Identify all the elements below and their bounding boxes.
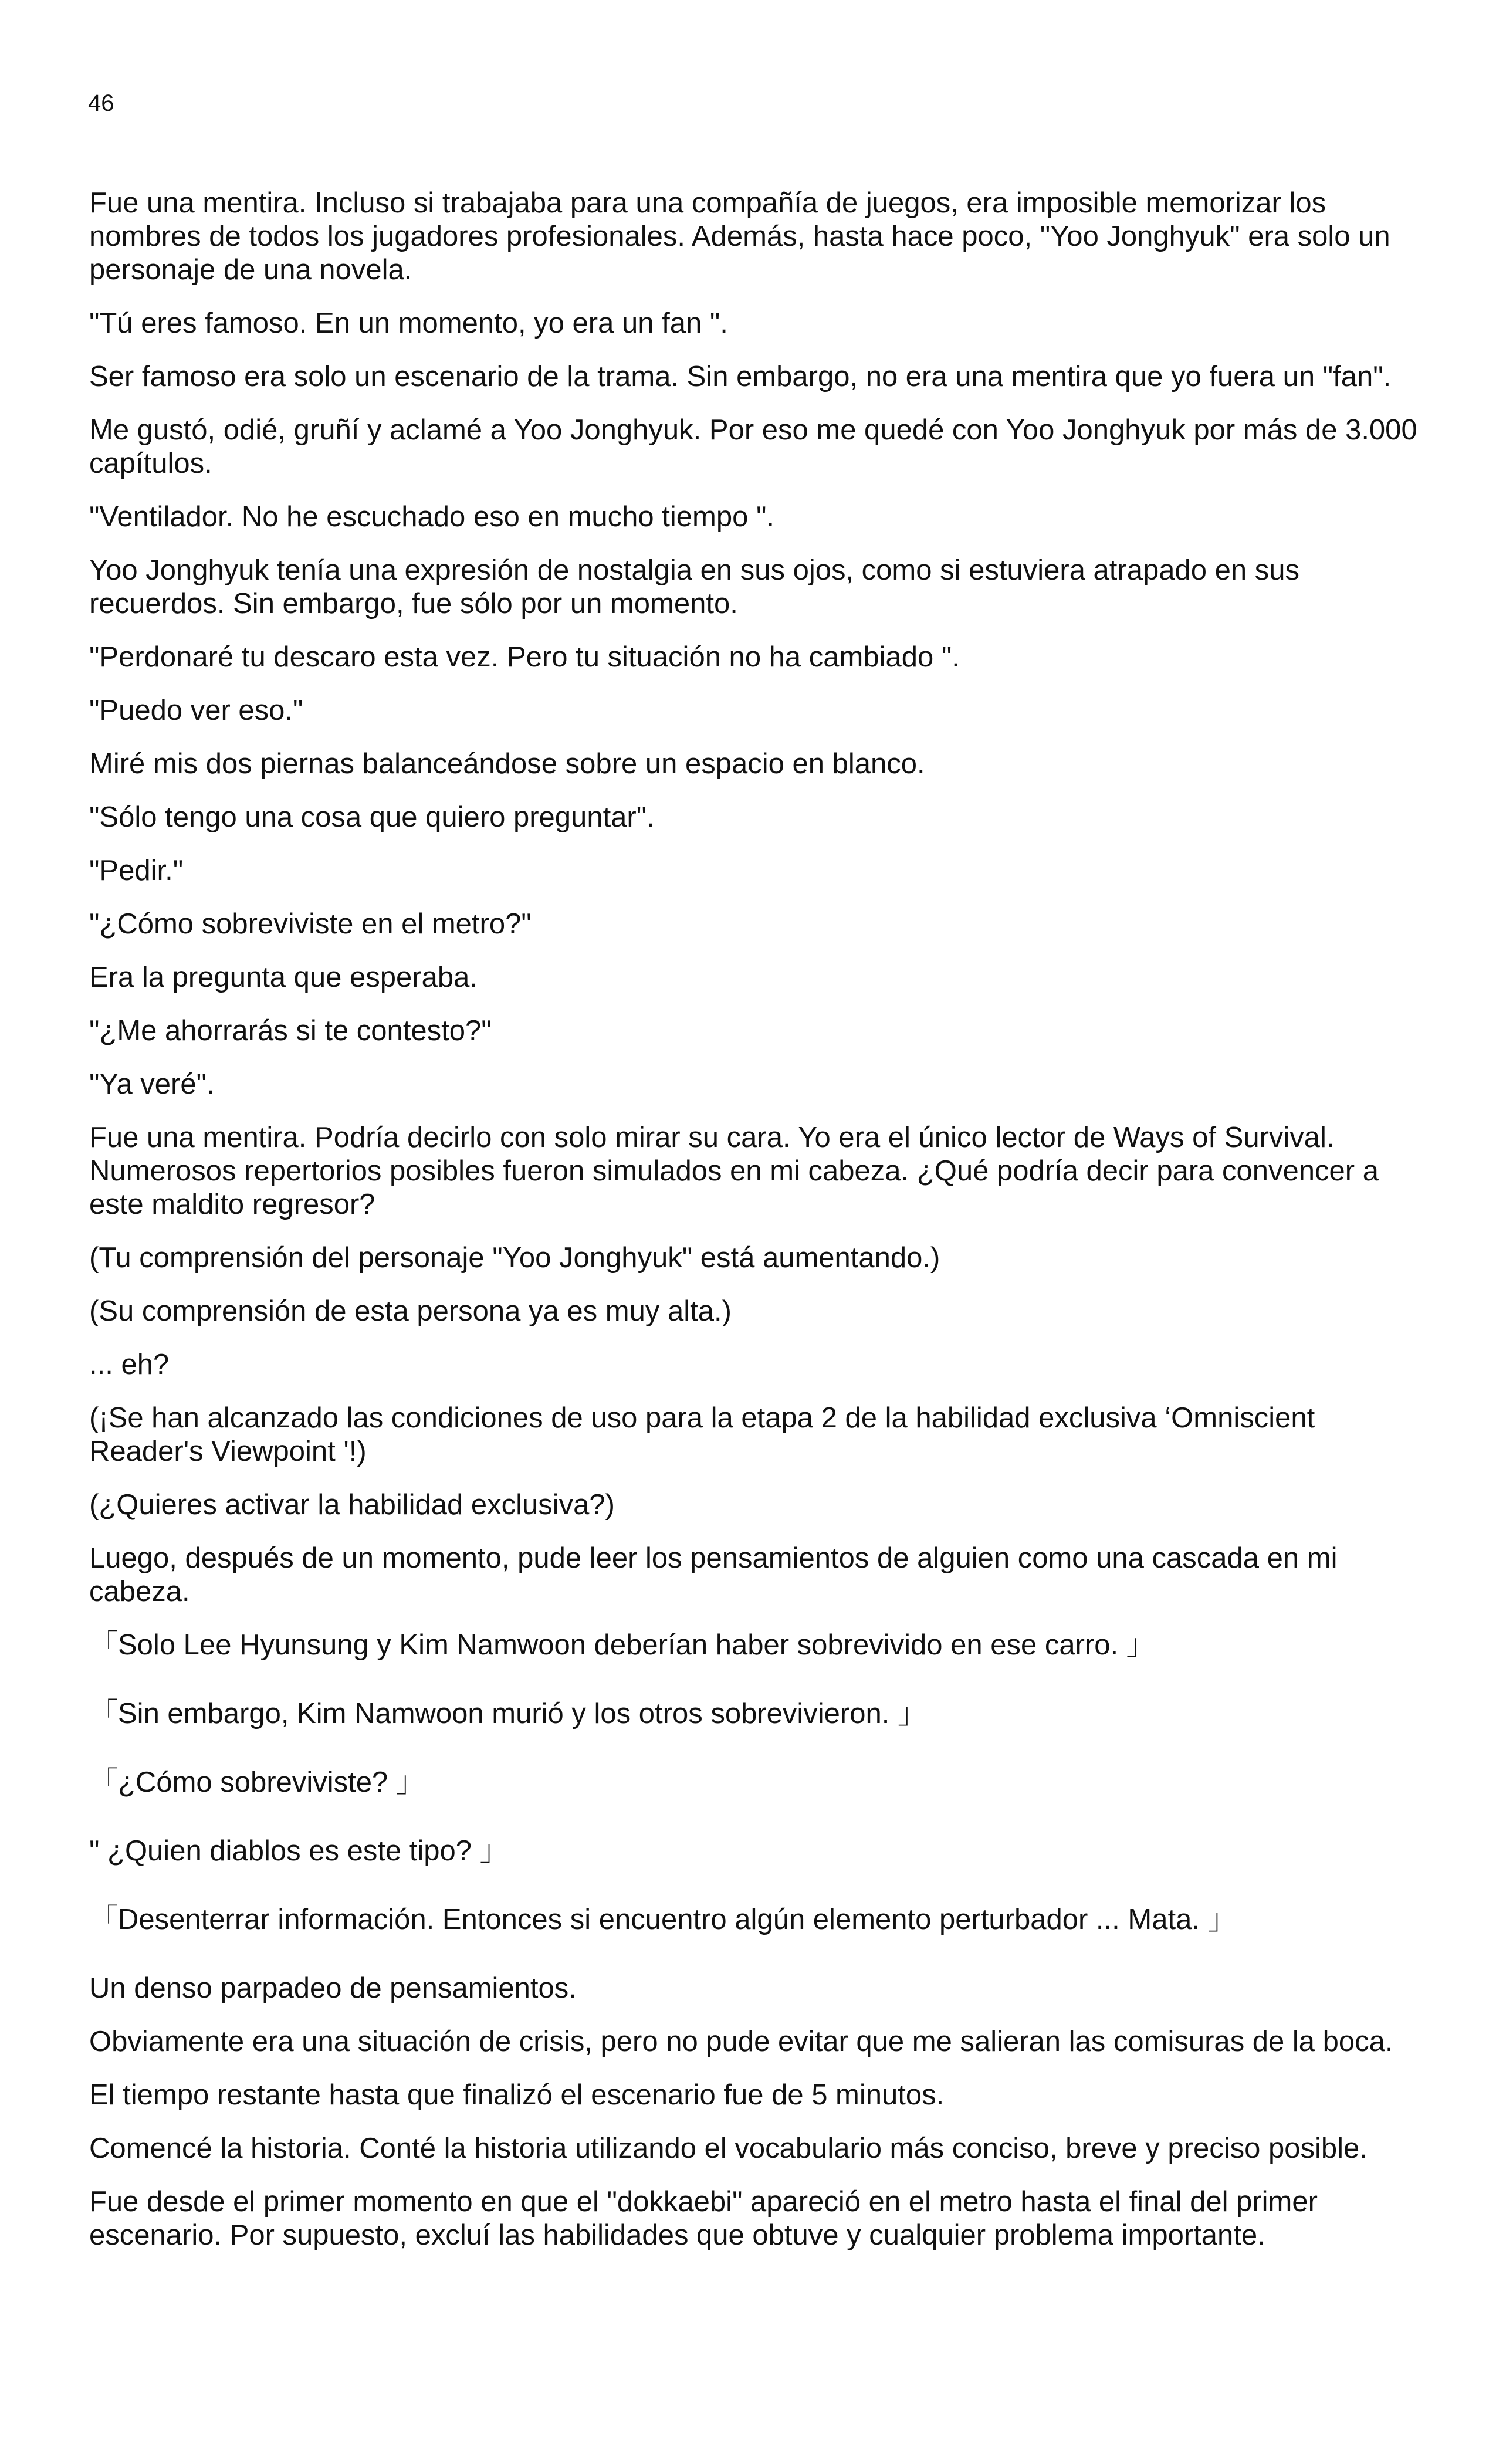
paragraph: "¿Me ahorrarás si te contesto?" xyxy=(89,1015,492,1047)
paragraph: "Ventilador. No he escuchado eso en mucho tiempo ". xyxy=(89,501,774,533)
paragraph: Fue una mentira. Podría decirlo con solo mirar su cara. Yo era el único lector de Ways of Survival. Numerosos repertorios posibles fueron simulados en mi cabeza. ¿Qué podría decir para convencer a este maldito regresor? xyxy=(89,1122,1379,1220)
paragraph: (Tu comprensión del personaje "Yoo Jonghyuk" está aumentando.) xyxy=(89,1242,940,1274)
paragraph: Miré mis dos piernas balanceándose sobre un espacio en blanco. xyxy=(89,748,925,780)
paragraph: Fue desde el primer momento en que el "dokkaebi" apareció en el metro hasta el final del primer escenario. Por supuesto, excluí las habilidades que obtuve y cualquier problema importante. xyxy=(89,2186,1318,2251)
paragraph: Me gustó, odié, gruñí y aclamé a Yoo Jonghyuk. Por eso me quedé con Yoo Jonghyuk por más de 3.000 capítulos. xyxy=(89,414,1417,479)
paragraph: (¡Se han alcanzado las condiciones de uso para la etapa 2 de la habilidad exclusiva ‘Omniscient Reader's Viewpoint '!) xyxy=(89,1402,1315,1467)
thought-line: 「Desenterrar información. Entonces si encuentro algún elemento perturbador ... Mata. 」 xyxy=(89,1904,1237,1935)
paragraph: "Ya veré". xyxy=(89,1068,215,1100)
paragraph: Comencé la historia. Conté la historia utilizando el vocabulario más conciso, breve y preciso posible. xyxy=(89,2133,1368,2164)
thought-line: 「¿Cómo sobreviviste? 」 xyxy=(89,1766,425,1798)
paragraph: Un denso parpadeo de pensamientos. xyxy=(89,1972,577,2004)
paragraph: "Tú eres famoso. En un momento, yo era un fan ". xyxy=(89,307,728,339)
paragraph: "¿Cómo sobreviviste en el metro?" xyxy=(89,908,532,940)
page-number: 46 xyxy=(88,90,114,116)
paragraph: Luego, después de un momento, pude leer los pensamientos de alguien como una cascada en mi cabeza. xyxy=(89,1542,1338,1607)
thought-line: 「Sin embargo, Kim Namwoon murió y los otros sobrevivieron. 」 xyxy=(89,1698,926,1729)
thought-line: 「Solo Lee Hyunsung y Kim Namwoon deberían haber sobrevivido en ese carro. 」 xyxy=(89,1629,1155,1661)
paragraph: "Sólo tengo una cosa que quiero preguntar". xyxy=(89,801,655,833)
paragraph: (Su comprensión de esta persona ya es muy alta.) xyxy=(89,1295,732,1327)
paragraph: "Pedir." xyxy=(89,855,184,886)
paragraph: Obviamente era una situación de crisis, pero no pude evitar que me salieran las comisuras de la boca. xyxy=(89,2026,1393,2057)
paragraph: Fue una mentira. Incluso si trabajaba para una compañía de juegos, era imposible memorizar los nombres de todos los jugadores profesionales. Además, hasta hace poco, "Yoo Jonghyuk" era solo un personaje de una novela. xyxy=(89,187,1390,286)
paragraph: "Puedo ver eso." xyxy=(89,695,303,726)
paragraph: ... eh? xyxy=(89,1349,170,1380)
paragraph: "Perdonaré tu descaro esta vez. Pero tu situación no ha cambiado ". xyxy=(89,641,960,673)
paragraph: Era la pregunta que esperaba. xyxy=(89,962,478,993)
thought-line: " ¿Quien diablos es este tipo? 」 xyxy=(89,1835,509,1867)
paragraph: (¿Quieres activar la habilidad exclusiva?) xyxy=(89,1489,615,1521)
body-text xyxy=(89,187,1421,2272)
paragraph: Ser famoso era solo un escenario de la trama. Sin embargo, no era una mentira que yo fuera un "fan". xyxy=(89,361,1392,392)
paragraph: Yoo Jonghyuk tenía una expresión de nostalgia en sus ojos, como si estuviera atrapado en sus recuerdos. Sin embargo, fue sólo por un momento. xyxy=(89,554,1299,620)
paragraph: El tiempo restante hasta que finalizó el escenario fue de 5 minutos. xyxy=(89,2079,945,2111)
